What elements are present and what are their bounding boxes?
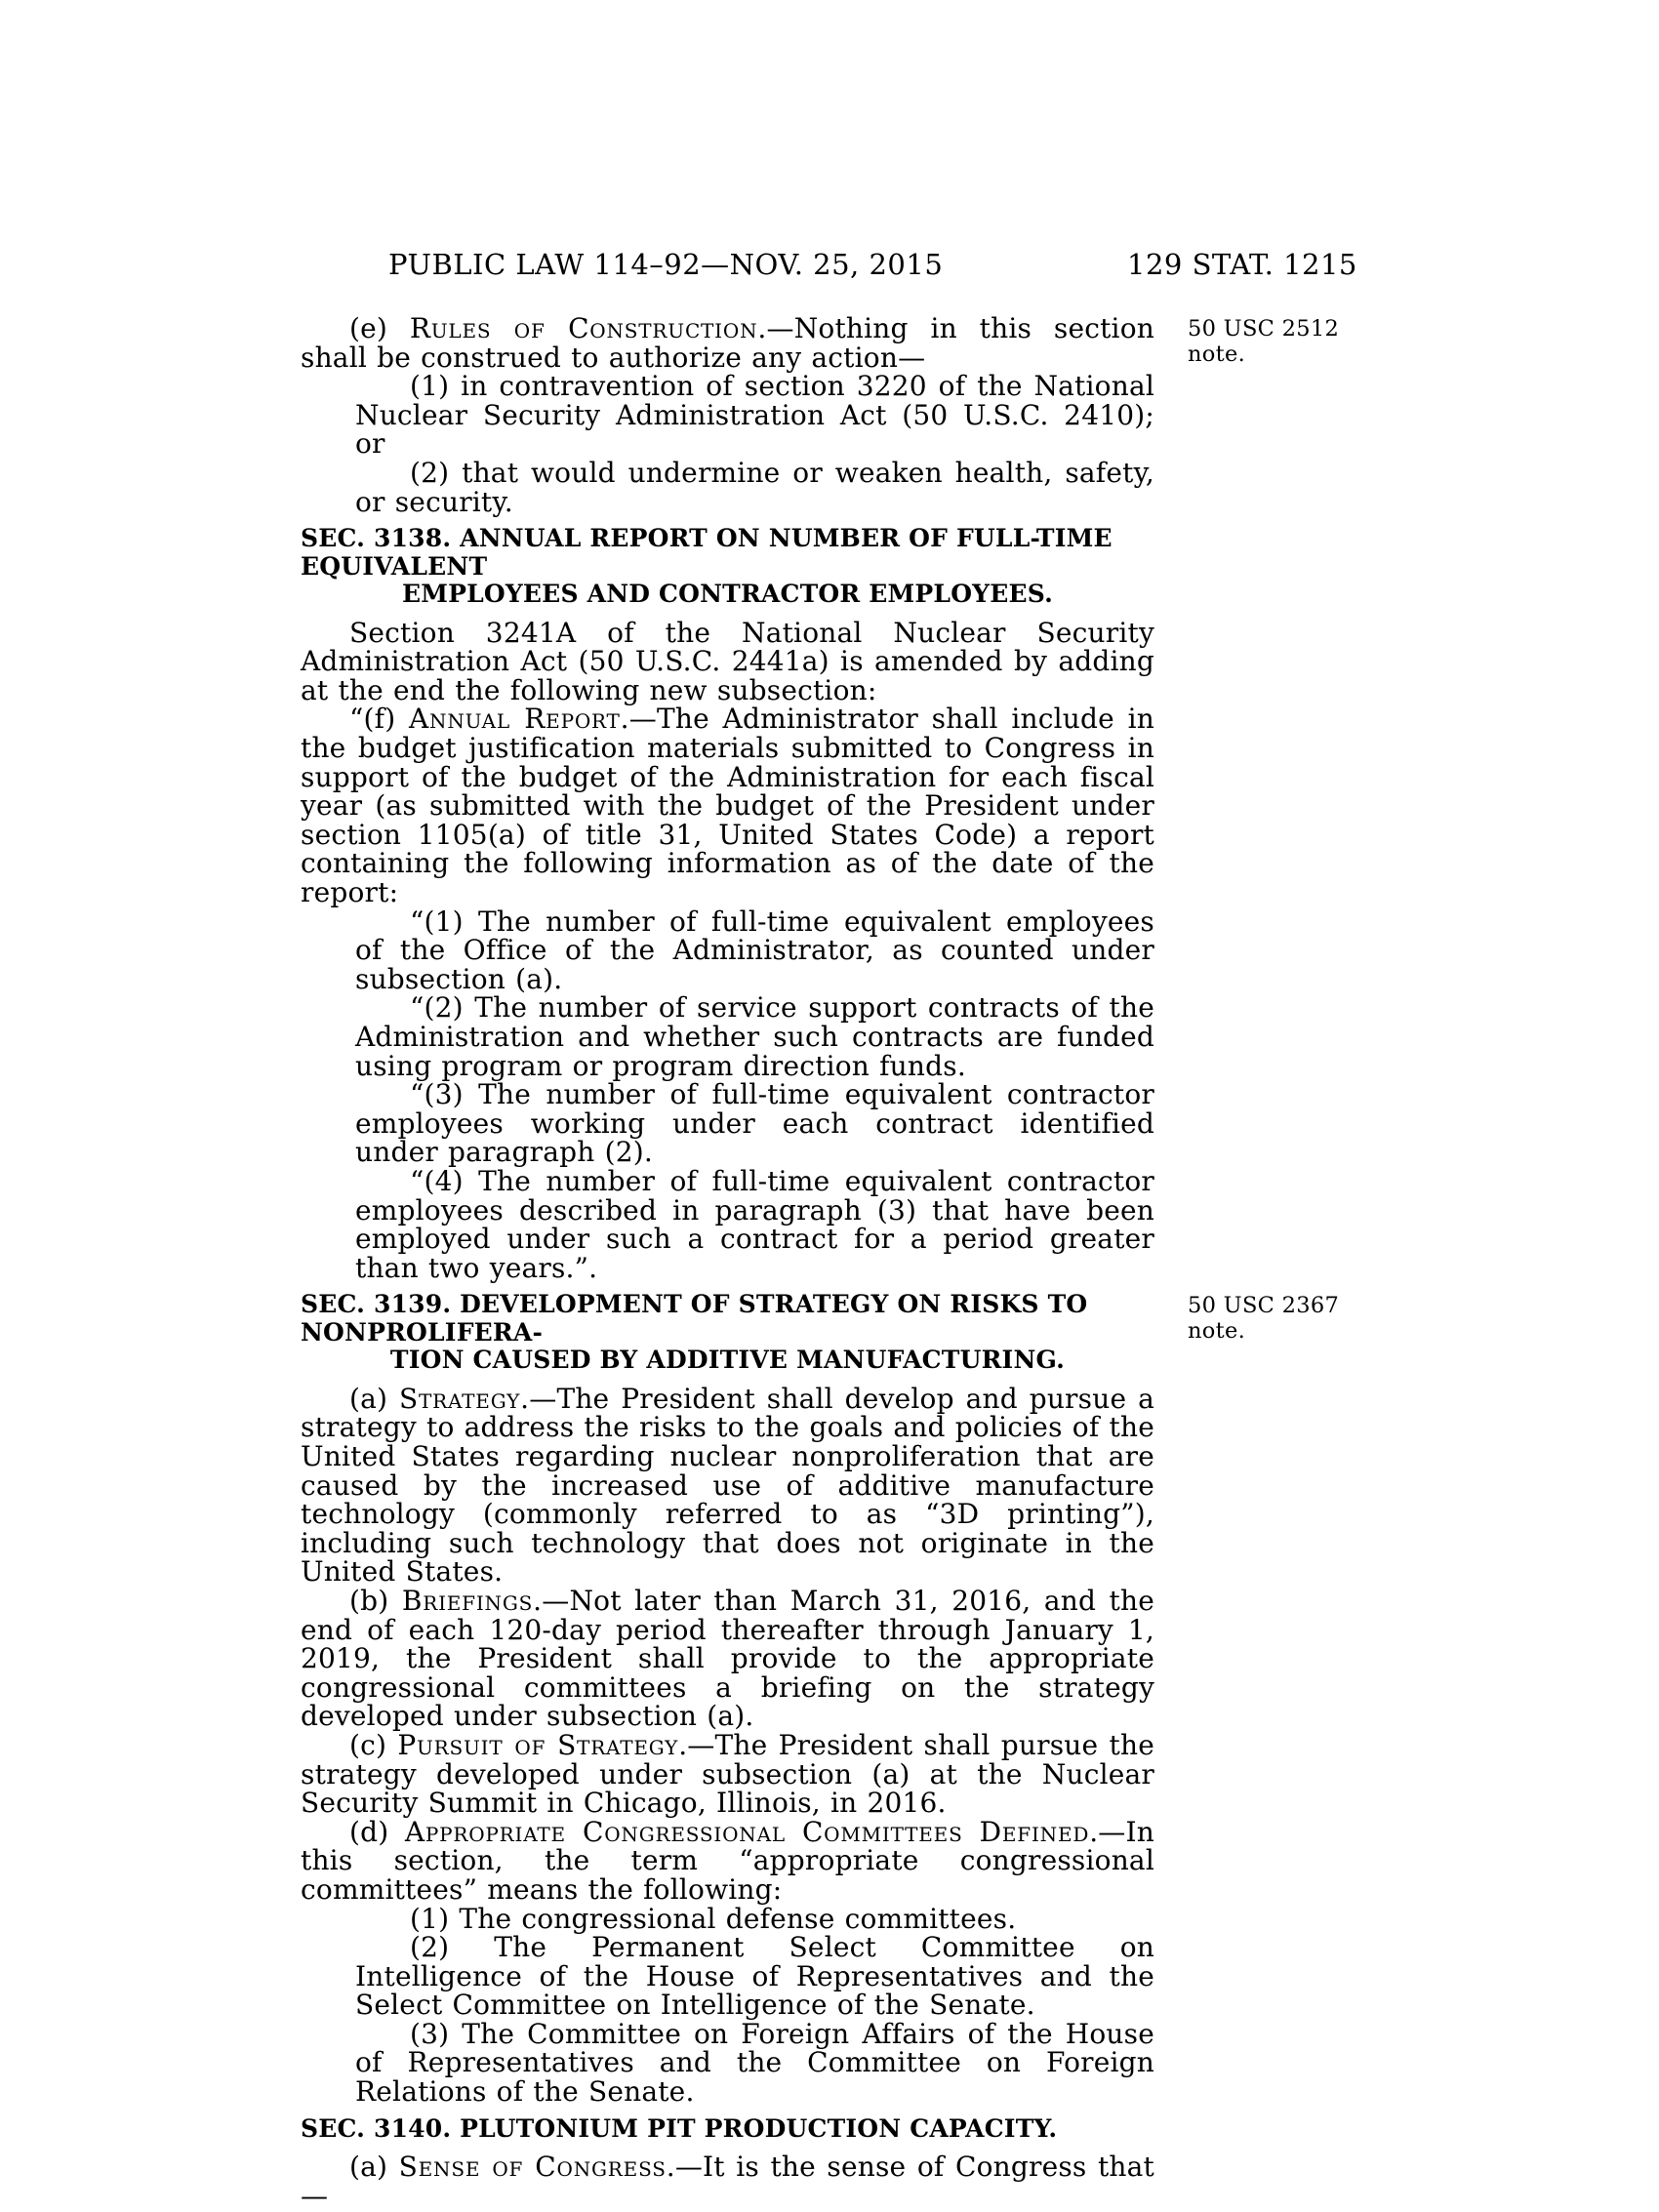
statute-paragraph — [301, 2152, 1154, 2210]
text-column — [301, 312, 1340, 2212]
text-run: “(f) — [349, 703, 410, 736]
text-run: (b) — [349, 1584, 402, 1617]
statute-paragraph — [355, 907, 1154, 994]
text-run: “(1) The number of full-time equivalent employees of the Office of the Administrator, as counted under subsection (a). — [355, 905, 1154, 995]
small-caps-run: Strategy — [399, 1382, 521, 1415]
text-run: “(4) The number of full-time equivalent contractor employees described in paragraph (3) that have been employed under such a contract for a period greater than two years.”. — [355, 1164, 1154, 1284]
section-heading — [301, 2115, 1154, 2144]
statute-paragraph — [355, 1902, 1154, 1935]
statute-paragraph — [301, 1584, 1154, 1733]
small-caps-run: Appropriate Congressional Committees Defined — [404, 1815, 1090, 1848]
text-run: .—It is the sense of Congress that— — [301, 2151, 1155, 2212]
small-caps-run: Sense of Congress — [398, 2151, 667, 2184]
text-run: (c) — [349, 1728, 398, 1761]
running-head-law-caption: PUBLIC LAW 114–92—NOV. 25, 2015 — [388, 248, 944, 281]
heading-line: SEC. 3138. ANNUAL REPORT ON NUMBER OF FULL-TIME EQUIVALENT — [301, 524, 1113, 581]
running-head-stat-page: 129 STAT. 1215 — [1127, 248, 1357, 281]
section-heading — [301, 1290, 1340, 1375]
margin-note — [1188, 1293, 1378, 1344]
statute-paragraph — [301, 1728, 1154, 1820]
statute-paragraph — [355, 993, 1154, 1080]
heading-line: SEC. 3140. PLUTONIUM PIT PRODUCTION CAPACITY. — [301, 2113, 1058, 2143]
statute-paragraph — [301, 312, 1340, 374]
text-run: (2) that would undermine or weaken health, safety, or security. — [355, 456, 1154, 518]
margin-note-line: note. — [1188, 1318, 1246, 1345]
small-caps-run: Briefings — [401, 1584, 534, 1617]
heading-line: EMPLOYEES AND CONTRACTOR EMPLOYEES. — [402, 580, 1053, 609]
small-caps-run: Pursuit of Strategy — [397, 1728, 679, 1761]
text-run: (a) — [349, 2151, 399, 2184]
text-run: (2) The Permanent Select Committee on Intelligence of the House of Representatives and the Select Committee on Intelligence of the Senate. — [355, 1931, 1154, 2022]
small-caps-run: Rules of Construction — [409, 312, 758, 344]
text-run: (a) — [349, 1382, 400, 1415]
text-run: .—In this section, the term “appropriate congressional committees” means the following: — [301, 1815, 1154, 1906]
text-run: .—The Administrator shall include in the budget justification materials submitted to Congress in support of the budget of the Administration for each fiscal year (as submitted with the budget of the President under section 1105(a) of title 31, United States Code) a report containing the following information as of the date of the report: — [301, 703, 1154, 908]
text-run: (d) — [349, 1815, 405, 1848]
margin-note-line: note. — [1188, 342, 1246, 367]
heading-line: SEC. 3139. DEVELOPMENT OF STRATEGY ON RISKS TO NONPROLIFERA- — [301, 1290, 1088, 1347]
small-caps-run: Annual Report — [409, 703, 621, 736]
text-run: “(2) The number of service support contracts of the Administration and whether such contracts are funded using program or program direction funds. — [355, 991, 1154, 1082]
statute-paragraph — [301, 1815, 1154, 1906]
text-run: .—Not later than March 31, 2016, and the end of each 120-day period thereafter through January 1, 2019, the President shall provide to the appropriate congressional committees a briefing on the strategy developed under subsection (a). — [301, 1584, 1154, 1733]
text-run: .—The President shall pursue the strategy developed under subsection (a) at the Nuclear Security Summit in Chicago, Illinois, in 2016. — [301, 1728, 1154, 1820]
statute-paragraph — [355, 2017, 1154, 2109]
text-run: “(3) The number of full-time equivalent contractor employees working under each contract identified under paragraph (2). — [355, 1078, 1154, 1169]
running-head — [0, 248, 1659, 287]
text-run: (1) The congressional defense committees. — [410, 1902, 1017, 1935]
text-run: (e) — [349, 312, 410, 344]
statute-paragraph — [355, 456, 1154, 518]
margin-note-line: 50 USC 2512 — [1188, 316, 1340, 342]
text-run: .—The President shall develop and pursue a strategy to address the risks to the goals and policies of the United States regarding nuclear nonproliferation that are caused by the increased use of additive manufacture technology (commonly referred to as “3D printing”), including such technology that does not originate in the United States. — [301, 1382, 1154, 1589]
statute-paragraph — [301, 704, 1154, 906]
statute-paragraph — [355, 372, 1154, 459]
text-run: (3) The Committee on Foreign Affairs of the House of Representatives and the Committee on Foreign Relations of the Senate. — [355, 2017, 1154, 2109]
statute-paragraph — [301, 1382, 1154, 1589]
statute-paragraph — [355, 1164, 1154, 1284]
text-run: .—Nothing in this section shall be construed to authorize any action— — [301, 312, 1155, 374]
section-heading — [301, 525, 1154, 609]
statute-paragraph — [355, 1933, 1154, 2020]
text-run: (1) in contravention of section 3220 of the National Nuclear Security Administration Act (50 U.S.C. 2410); or — [355, 370, 1154, 461]
heading-line: TION CAUSED BY ADDITIVE MANUFACTURING. — [389, 1346, 1066, 1375]
statute-paragraph — [355, 1080, 1154, 1167]
margin-note-line: 50 USC 2367 — [1188, 1293, 1340, 1319]
text-run: Section 3241A of the National Nuclear Security Administration Act (50 U.S.C. 2441a) is amended by adding at the end the following new subsection: — [301, 616, 1154, 706]
statute-paragraph — [301, 616, 1154, 706]
margin-note — [1188, 316, 1378, 367]
